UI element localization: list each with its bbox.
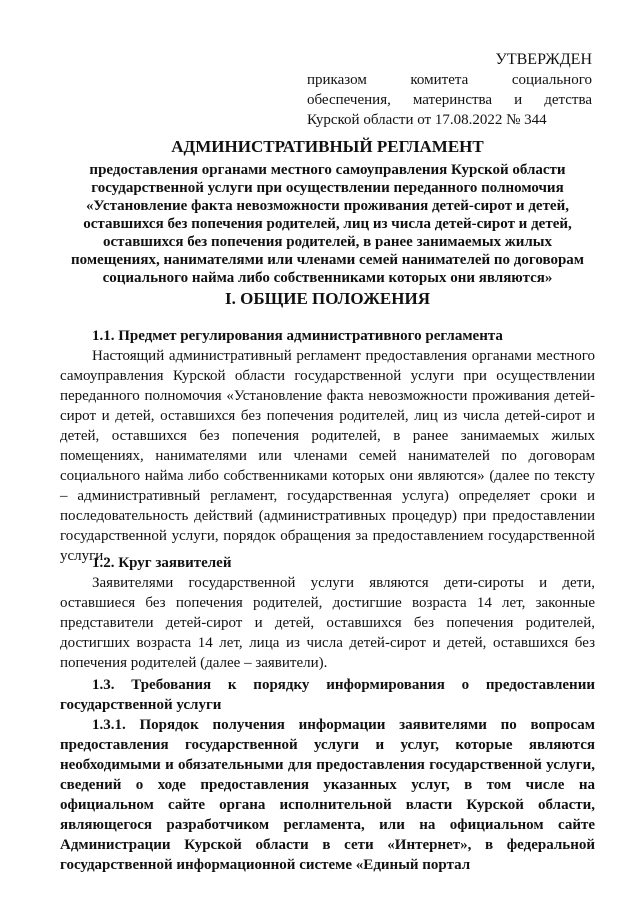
subsection-heading: 1.2. Круг заявителей	[92, 555, 232, 571]
paragraph: Заявителями государственной услуги являются дети-сироты и дети, оставшиеся без попечения родителей, достигшие возраста 14 лет, законные представители детей-сирот и детей, оставшихся без попечения родителей, достигших возраста 14 лет, лица из числа детей-сирот и детей, оставшихся без попечения родителей (далее – заявители).	[60, 575, 595, 671]
paragraph: 1.3.1. Порядок получения информации заявителями по вопросам предоставления государственной услуги и услуг, которые являются необходимыми и обязательными для предоставления государственной услуги, сведений о ходе предоставления указанных услуг, в том числе на официальном сайте органа исполнительной власти Курской области, являющегося разработчиком регламента, или на официальном сайте Администрации Курской области в сети «Интернет», в федеральной государственной информационной системе «Единый портал	[60, 717, 595, 873]
document-title-block	[60, 136, 595, 287]
approval-line: обеспечения, материнства и детства	[307, 92, 592, 108]
approval-line: приказом комитета социального	[307, 72, 592, 88]
document-subtitle: предоставления органами местного самоуправления Курской области государственной услуги при осуществлении переданного полномочия «Установление факта невозможности проживания детей-сирот и детей, оставшихся без попечения родителей, лиц из числа детей-сирот и детей, оставшихся без попечения родителей, в ранее занимаемых жилых помещениях, нанимателями или членами семей нанимателей по договорам социального найма либо собственниками которых они являются»	[70, 162, 585, 286]
document-title: АДМИНИСТРАТИВНЫЙ РЕГЛАМЕНТ	[171, 137, 484, 156]
approval-title: УТВЕРЖДЕН	[495, 51, 592, 68]
section-1-3	[60, 675, 595, 875]
paragraph: Настоящий административный регламент предоставления органами местного самоуправления Курской области государственной услуги при осуществлении переданного полномочия «Установление факта невозможности проживания детей-сирот и детей, оставшихся без попечения родителей, лиц из числа детей-сирот и детей, оставшихся без попечения родителей, в ранее занимаемых жилых помещениях, нанимателями или членами семей нанимателей по договорам социального найма либо собственниками которых они являются» (далее по тексту – административный регламент, государственная услуга) определяет сроки и последовательность действий (административных процедур) при предоставлении государственной услуги, порядок обращения за предоставлением государственной услуги.	[60, 348, 595, 564]
section-1-2	[60, 553, 595, 673]
section-heading: I. ОБЩИЕ ПОЛОЖЕНИЯ	[225, 289, 430, 308]
subsection-heading: 1.3. Требования к порядку информирования о предоставлении государственной услуги	[60, 677, 595, 713]
section-1-1	[60, 326, 595, 566]
subsection-heading: 1.1. Предмет регулирования административного регламента	[92, 328, 503, 344]
approval-stamp	[307, 50, 592, 130]
approval-line: Курской области от 17.08.2022 № 344	[307, 112, 547, 128]
